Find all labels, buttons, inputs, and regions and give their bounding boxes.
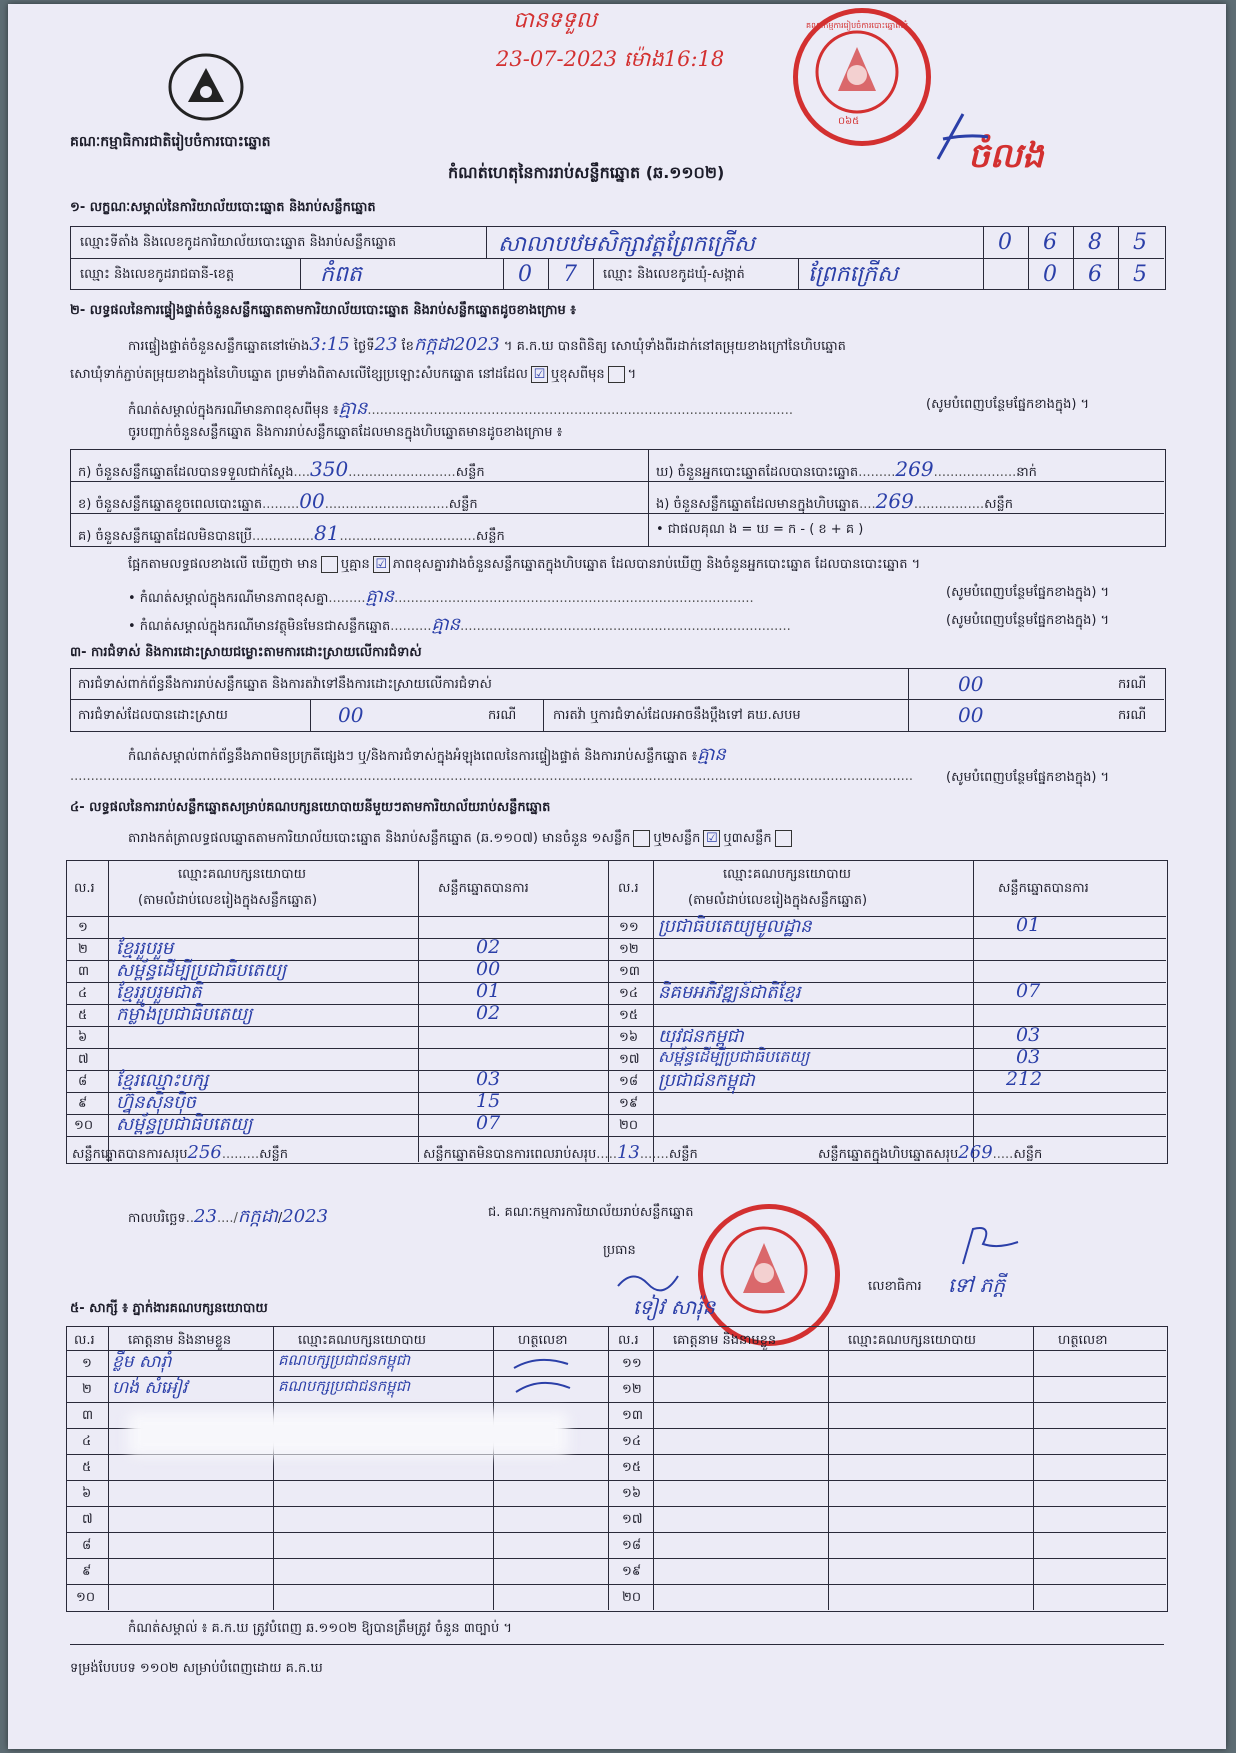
party-votes: 03	[476, 1068, 501, 1090]
resolved-label: ការជំទាស់ដែលបានដោះស្រាយ	[78, 708, 228, 723]
party-name: កម្លាំងប្រជាធិបតេយ្យ	[116, 1004, 253, 1025]
irregularity-value: គ្មាន	[697, 744, 726, 765]
org-name: គណៈកម្មាធិការជាតិរៀបចំការបោះឆ្នោត	[70, 134, 271, 150]
resolved-unit: ករណី	[488, 708, 517, 723]
two-sheet-checkbox[interactable]: ☑	[703, 830, 720, 847]
party-votes: 01	[1016, 914, 1041, 936]
difference-fill-hint: (សូមបំពេញបន្ថែមផ្នែកខាងក្នុង) ។	[946, 585, 1110, 600]
three-sheet-checkbox[interactable]	[775, 830, 792, 847]
verify-fill-hint: (សូមបំពេញបន្ថែមផ្នែកខាងក្នុង) ។	[926, 397, 1090, 412]
witness-no: ៧	[82, 1512, 93, 1527]
party-row-no: ៥	[78, 1008, 88, 1023]
initial-mark	[933, 109, 993, 169]
party-name: ខ្មែររួបរួមជាតិ	[116, 982, 202, 1003]
irregularity-fill-hint: (សូមបំពេញបន្ថែមផ្នែកខាងក្នុង) ។	[946, 770, 1110, 785]
witness-no: ៦	[82, 1486, 92, 1501]
total-valid-value: 256	[187, 1142, 222, 1163]
commune-value: ព្រែកក្រើស	[808, 262, 898, 287]
party-name: ប្រជាជនកម្ពុជា	[658, 1070, 755, 1091]
party-name: សម្ព័ន្ធប្រជាធិបតេយ្យ	[116, 1114, 253, 1135]
province-code-2: 7	[563, 262, 577, 287]
party-row-no: ២	[78, 942, 88, 957]
objection-label: ការជំទាស់ពាក់ព័ន្ធនឹងការរាប់សន្លឹកឆ្នោត និងការតវ៉ាទៅនឹងការដោះស្រាយលើការជំទាស់	[78, 677, 492, 692]
objection-value: 00	[958, 672, 984, 696]
party-row-no: ១៨	[619, 1074, 639, 1089]
party-row-no: ១១	[619, 920, 639, 935]
witness-no-right: ១៨	[622, 1538, 642, 1553]
party-name: យុវជនកម្ពុជា	[658, 1026, 744, 1047]
party-name: ខ្មែររួបរួម	[116, 938, 174, 959]
witness-no: ៤	[82, 1434, 92, 1449]
ballot-count-form	[8, 4, 1226, 1749]
commune-label: ឈ្មោះ និងលេខកូដឃុំ-សង្កាត់	[603, 267, 745, 282]
received-ballots: ក) ចំនួនសន្លឹកឆ្នោតដែលបានទទួលជាក់ស្តែង....350..........................សន្លឹក	[78, 457, 485, 481]
foreign-fill-hint: (សូមបំពេញបន្ថែមផ្នែកខាងក្នុង) ។	[946, 613, 1110, 628]
party-votes: 03	[1016, 1024, 1041, 1046]
compare-line: ផ្អែកតាមលទ្ធផលខាងលើ ឃើញថា មាន ឬគ្មាន ☑ ភាពខុសគ្នារវាងចំនួនសន្លឹកឆ្នោតក្នុងហិបឆ្នោត ដែលបានរាប់ឃើញ និងចំនួនអ្នកបោះឆ្នោត ដែលបានបោះឆ្នោត ។	[128, 557, 921, 572]
result-sheet-count: តារាងកត់ត្រាលទ្ធផលឆ្នោតតាមការិយាល័យបោះឆ្នោត និងរាប់សន្លឹកឆ្នោត (ឆ.១១០៧) មានចំនួន ១សន្លឹក ឬ២សន្លឹក ☑ ឬ៣សន្លឹក	[128, 830, 795, 849]
box-ballots-value: 269	[875, 489, 914, 513]
col-party-right: ឈ្មោះគណបក្សនយោបាយ	[723, 867, 851, 882]
col-votes-left: សន្លឹកឆ្នោតបានការ	[438, 881, 529, 896]
received-ballots-value: 350	[310, 457, 349, 481]
witness-col-no: ល.រ	[74, 1333, 95, 1348]
chair-signature	[613, 1266, 683, 1296]
location-value: សាលាបឋមសិក្សាវត្តព្រែកក្រើស	[498, 232, 755, 257]
verify-day: 23	[374, 334, 398, 355]
footer-note: កំណត់សម្គាល់ ៖ គ.ក.ឃ ត្រូវបំពេញ ឆ.១១០២ ឱ្យបានត្រឹមត្រូវ ចំនួន ៣ច្បាប់ ។	[128, 1621, 512, 1636]
location-code-1: 0	[998, 230, 1012, 255]
witness-no: ២	[82, 1382, 92, 1397]
foreign-object-note: • កំណត់សម្គាល់ក្នុងករណីមានវត្ថុមិនមែនជាសន្លឹកឆ្នោត..........គ្មាន................................................................................	[128, 614, 791, 635]
box-ballots: ង) ចំនួនសន្លឹកឆ្នោតដែលមានក្នុងហិបឆ្នោត....269.................សន្លឹក	[656, 489, 1013, 513]
redacted-area	[128, 1412, 568, 1456]
witness-no-right: ១៩	[622, 1564, 642, 1579]
section3-heading: ៣- ការជំទាស់ និងការដោះស្រាយជម្លោះតាមការដោះស្រាយលើការជំទាស់	[70, 645, 422, 660]
intact-checkbox[interactable]: ☑	[531, 366, 548, 383]
witness-no-right: ១២	[622, 1382, 642, 1397]
location-code-4: 5	[1133, 230, 1147, 255]
party-row-no: ១០	[74, 1118, 94, 1133]
party-row-no: ១២	[619, 942, 639, 957]
party-votes: 15	[476, 1090, 501, 1112]
secretary-label: លេខាធិការ	[868, 1279, 922, 1294]
commune-code-2: 6	[1088, 262, 1102, 287]
witness-no: ៨	[82, 1538, 92, 1553]
party-votes: 02	[476, 936, 501, 958]
formula: • ជាផលគុណ ង = ឃ = ក - ( ខ + គ )	[656, 522, 864, 537]
party-name: និគមអភិវឌ្ឍន៍ជាតិខ្មែរ	[658, 982, 801, 1003]
objection-unit: ករណី	[1118, 677, 1147, 692]
party-votes: 01	[476, 980, 501, 1002]
witness-party: គណបក្សប្រជាជនកម្ពុជា	[278, 1351, 410, 1369]
verify-month: កក្កដា2023	[413, 334, 500, 355]
witness-no: ១០	[76, 1590, 96, 1605]
party-row-no: ១៩	[619, 1096, 639, 1111]
party-votes: 212	[1006, 1068, 1043, 1090]
witness-name: ខ្លឹម សារ៉ាំ	[112, 1352, 172, 1372]
verify-note-value: គ្មាន	[338, 398, 368, 419]
party-name: ប្រជាធិបតេយ្យមូលដ្ឋាន	[658, 916, 812, 937]
seal-number: ០៦៥	[838, 116, 860, 127]
irregularity-note: កំណត់សម្គាល់ពាក់ព័ន្ធនឹងភាពមិនប្រក្រតីផ្សេងៗ ឬ/និងការជំទាស់ក្នុងអំឡុងពេលនៃការផ្ទៀងផ្ទាត់ និងការរាប់សន្លឹកឆ្នោត ៖គ្មាន	[128, 744, 726, 765]
voters-count: ឃ) ចំនួនអ្នកបោះឆ្នោតដែលបានបោះឆ្នោត.........269....................នាក់	[656, 457, 1037, 481]
form-title: កំណត់ហេតុនៃការរាប់សន្លឹកឆ្នោត (ឆ.១១០២)	[448, 163, 725, 182]
witness-signatures	[508, 1350, 578, 1402]
party-row-no: ៨	[78, 1074, 88, 1089]
section2-heading: ២- លទ្ធផលនៃការផ្ទៀងផ្ទាត់ចំនួនសន្លឹកឆ្នោតតាមការិយាល័យបោះឆ្នោត និងរាប់សន្លឹកឆ្នោតដូចខាងក្រោម ៖	[70, 303, 576, 318]
witness-table	[66, 1326, 1168, 1612]
party-votes: 07	[476, 1112, 501, 1134]
witness-no: ៥	[82, 1460, 92, 1475]
verify-note: កំណត់សម្គាល់ក្នុងករណីមានភាពខុសពីមុន ៖គ្មាន.......................................................................................................	[128, 398, 793, 419]
party-name: ហ្វ៊ុនស៊ិនប៉ិច	[116, 1092, 196, 1113]
party-row-no: ១៧	[619, 1052, 640, 1067]
col-party-sub-left: (តាមលំដាប់លេខរៀងក្នុងសន្លឹកឆ្នោត)	[138, 893, 318, 908]
one-sheet-checkbox[interactable]	[633, 830, 650, 847]
party-row-no: ១៥	[619, 1008, 639, 1023]
party-name: ខ្មែរឈ្មោះបក្ស	[116, 1070, 209, 1091]
location-code-3: 8	[1088, 230, 1102, 255]
witness-col-sign: ហត្ថលេខា	[518, 1333, 568, 1348]
party-name: សម្ព័ន្ធដើម្បីប្រជាធិបតេយ្យ	[658, 1047, 810, 1066]
count-intro: ចូរបញ្ជាក់ចំនួនសន្លឹកឆ្នោត និងការរាប់សន្លឹកឆ្នោតដែលមានក្នុងហិបឆ្នោតមានដូចខាងក្រោម ៖	[128, 425, 563, 440]
witness-col-party: ឈ្មោះគណបក្សនយោបាយ	[298, 1333, 426, 1348]
witness-no: ៩	[82, 1564, 92, 1579]
date-year: 2023	[282, 1206, 329, 1227]
difference-note: • កំណត់សម្គាល់ក្នុងករណីមានភាពខុសគ្នា.........គ្មាន.......................................................................................	[128, 586, 754, 607]
witness-col-no-right: ល.រ	[618, 1333, 639, 1348]
province-code-1: 0	[518, 262, 532, 287]
secretary-signature	[953, 1224, 1023, 1269]
witness-col-sign-right: ហត្ថលេខា	[1058, 1333, 1108, 1348]
witness-col-name: គោត្តនាម និងនាមខ្លួន	[128, 1333, 232, 1348]
witness-no-right: ១៤	[622, 1434, 642, 1449]
witness-col-party-right: ឈ្មោះគណបក្សនយោបាយ	[848, 1333, 976, 1348]
verify-line2: សោឃុំទាក់ភ្ជាប់តម្រុយខាងក្នុងនៃហិបឆ្នោត ព្រមទាំងពិតាសលើខ្សែប្រឡោះសំបកឆ្នោត នៅដដែល ☑ ឬខុសពីមុន ។	[70, 367, 637, 382]
party-row-no: ៤	[78, 986, 88, 1001]
date-month: កក្កដា	[237, 1206, 278, 1227]
province-label: ឈ្មោះ និងលេខកូដរាជធានី-ខេត្ត	[80, 267, 235, 282]
col-votes-right: សន្លឹកឆ្នោតបានការ	[998, 881, 1089, 896]
committee-label: ជ. គណៈកម្មការការិយាល័យរាប់សន្លឹកឆ្នោត	[488, 1205, 694, 1220]
changed-checkbox[interactable]	[608, 366, 625, 383]
party-row-no: ៧	[78, 1052, 89, 1067]
section4-heading: ៤- លទ្ធផលនៃការរាប់សន្លឹកឆ្នោតសម្រាប់គណបក្សនយោបាយនីមួយៗតាមការិយាល័យរាប់សន្លឹកឆ្នោត	[70, 800, 551, 815]
foreign-object-value: គ្មាន	[431, 614, 461, 635]
witness-party: គណបក្សប្រជាជនកម្ពុជា	[278, 1377, 410, 1395]
witness-col-name-right: គោត្តនាម និងនាមខ្លួន	[673, 1333, 777, 1348]
commune-code-3: 5	[1133, 262, 1147, 287]
difference-note-value: គ្មាន	[365, 586, 395, 607]
nec-logo	[166, 52, 246, 122]
chair-name: ទៀវ សារ៉ុន	[633, 1295, 716, 1319]
party-votes: 02	[476, 1002, 501, 1024]
appeal-label: ការតវ៉ា ឬការជំទាស់ដែលអាចនឹងប្តឹងទៅ គឃ.សបម	[553, 708, 801, 723]
witness-no-right: ២០	[622, 1590, 642, 1605]
party-row-no: ១	[78, 920, 88, 935]
col-party-left: ឈ្មោះគណបក្សនយោបាយ	[178, 867, 306, 882]
unused-ballots-value: 81	[314, 521, 340, 545]
party-votes: 07	[1016, 980, 1041, 1002]
chair-label: ប្រធាន	[603, 1243, 636, 1258]
received-label: បានទទួល	[513, 8, 597, 33]
witness-no: ៣	[82, 1408, 94, 1423]
unused-ballots: គ) ចំនួនសន្លឹកឆ្នោតដែលមិនបានប្រើ...............81.................................សន្លឹក	[78, 521, 505, 545]
witness-no-right: ១១	[622, 1356, 642, 1371]
verify-time: 3:15	[309, 334, 350, 355]
party-row-no: ១៦	[619, 1030, 639, 1045]
total-invalid: សន្លឹកឆ្នោតមិនបានការពេលរាប់សរុប.....13.......សន្លឹក	[423, 1142, 698, 1163]
province-value: កំពត	[320, 262, 362, 287]
verify-line1: ការផ្ទៀងផ្ទាត់ចំនួនសន្លឹកឆ្នោតនៅម៉ោង3:15 ថ្ងៃទី23 ខែកក្កដា2023 ។ គ.ក.ឃ បានពិនិត្យ សោឃុំទាំងពីរដាក់នៅតម្រុយខាងក្រៅនៃហិបឆ្នោត	[128, 334, 846, 355]
form-id: ទម្រង់បែបបទ ១១០២ សម្រាប់បំពេញដោយ គ.ក.ឃ	[70, 1661, 323, 1676]
party-row-no: ១៣	[619, 964, 640, 979]
total-valid: សន្លឹកឆ្នោតបានការសរុប256.........សន្លឹក	[72, 1142, 288, 1163]
commune-code-1: 0	[1043, 262, 1057, 287]
total-invalid-value: 13	[616, 1142, 640, 1163]
difference-no-checkbox[interactable]: ☑	[373, 556, 390, 573]
location-label: ឈ្មោះទីតាំង និងលេខកូដការិយាល័យបោះឆ្នោត និងរាប់សន្លឹកឆ្នោត	[80, 235, 397, 250]
seal-text: គណៈកម្មការរៀបចំការបោះឆ្នោតឃុំ	[806, 21, 908, 30]
received-datetime: 23-07-2023 ម៉ោង16:18	[496, 47, 725, 71]
total-in-box-value: 269	[958, 1142, 993, 1163]
col-no-right: ល.រ	[618, 881, 639, 896]
party-row-no: ៩	[78, 1096, 88, 1111]
party-row-no: ២០	[619, 1118, 639, 1133]
spoiled-ballots-value: 00	[299, 489, 325, 513]
section5-heading: ៥- សាក្សី ៖ ភ្នាក់ងារគណបក្សនយោបាយ	[70, 1301, 268, 1316]
party-name: សម្ព័ន្ធដើម្បីប្រជាធិបតេយ្យ	[116, 960, 287, 981]
witness-no: ១	[82, 1356, 92, 1371]
party-votes: 00	[476, 958, 501, 980]
committee-seal	[698, 1204, 840, 1346]
appeal-value: 00	[958, 703, 984, 727]
location-code-2: 6	[1043, 230, 1057, 255]
copy-stamp: ចំលង	[968, 136, 1044, 176]
witness-no-right: ១៦	[622, 1486, 642, 1501]
irregularity-dots: ............................................................................................................................................................................................................	[70, 769, 913, 784]
section1-heading: ១- លក្ខណៈសម្គាល់នៃការិយាល័យបោះឆ្នោត និងរាប់សន្លឹកឆ្នោត	[70, 200, 376, 215]
appeal-unit: ករណី	[1118, 708, 1147, 723]
party-row-no: ៣	[78, 964, 90, 979]
witness-no-right: ១៥	[622, 1460, 642, 1475]
witness-no-right: ១៧	[622, 1512, 643, 1527]
col-party-sub-right: (តាមលំដាប់លេខរៀងក្នុងសន្លឹកឆ្នោត)	[688, 893, 868, 908]
date-day: 23	[194, 1206, 217, 1227]
voters-count-value: 269	[895, 457, 934, 481]
party-votes: 03	[1016, 1046, 1041, 1068]
difference-yes-checkbox[interactable]	[321, 556, 338, 573]
signing-date: កាលបរិច្ឆេទ..23..../កក្កដា/2023	[128, 1206, 329, 1227]
secretary-name: ទៅ ភក្តី	[948, 1273, 1006, 1297]
party-row-no: ១៤	[619, 986, 639, 1001]
party-row-no: ៦	[78, 1030, 88, 1045]
witness-name: ហង់ សំអៀវ	[112, 1378, 188, 1398]
col-no-left: ល.រ	[74, 881, 95, 896]
witness-no-right: ១៣	[622, 1408, 643, 1423]
spoiled-ballots: ខ) ចំនួនសន្លឹកឆ្នោតខូចពេលបោះឆ្នោត.........00..............................សន្លឹក	[78, 489, 478, 513]
total-in-box: សន្លឹកឆ្នោតក្នុងហិបឆ្នោតសរុប269.....សន្លឹក	[818, 1142, 1043, 1163]
resolved-value: 00	[338, 703, 364, 727]
